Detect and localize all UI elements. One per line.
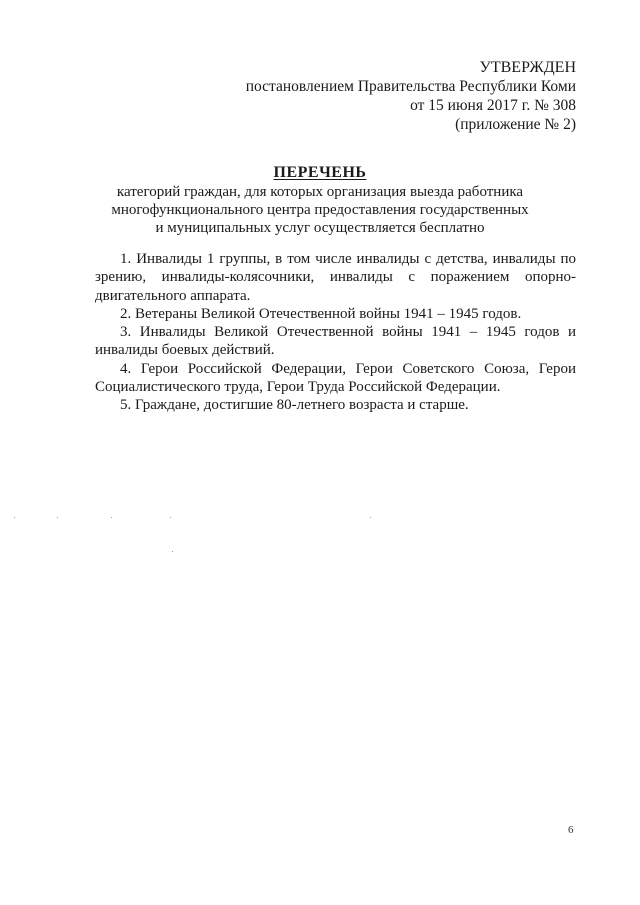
subtitle-line-1: категорий граждан, для которых организация выезда работника (116, 184, 524, 200)
page-number: 6 (568, 824, 574, 836)
scan-speck (170, 517, 171, 518)
scan-speck (14, 517, 15, 518)
subtitle-line-2: многофункционального центра предоставления государственных (111, 202, 529, 218)
approval-block (246, 58, 576, 134)
list-item: 5. Граждане, достигшие 80-летнего возраста и старше. (120, 397, 469, 414)
list-item: 2. Ветераны Великой Отечественной войны 1941 – 1945 годов. (120, 305, 522, 322)
document-title-text: ПЕРЕЧЕНЬ (273, 164, 367, 181)
scan-speck (370, 517, 371, 518)
scan-speck (172, 551, 173, 552)
categories-list (95, 250, 576, 415)
list-item: 3. Инвалиды Великой Отечественной войны 1941 – 1945 годов и инвалиды боевых действий. (95, 324, 576, 359)
list-item: 1. Инвалиды 1 группы, в том числе инвалиды с детства, инвалиды по зрению, инвалиды-колясочники, инвалиды с поражением опорно-двигательного аппарата. (95, 251, 576, 304)
approval-authority: постановлением Правительства Республики Коми (245, 78, 576, 95)
document-subtitle (0, 183, 640, 237)
subtitle-line-3: и муниципальных услуг осуществляется бесплатно (155, 220, 485, 236)
document-title (0, 164, 640, 182)
approval-approved-label: УТВЕРЖДЕН (479, 59, 576, 76)
list-item: 4. Герои Российской Федерации, Герои Советского Союза, Герои Социалистического труда, Герои Труда Российской Федерации. (95, 360, 576, 396)
approval-date-number: от 15 июня 2017 г. № 308 (410, 97, 576, 114)
approval-appendix: (приложение № 2) (455, 116, 576, 133)
scan-speck (111, 517, 112, 518)
scan-speck (57, 517, 58, 518)
